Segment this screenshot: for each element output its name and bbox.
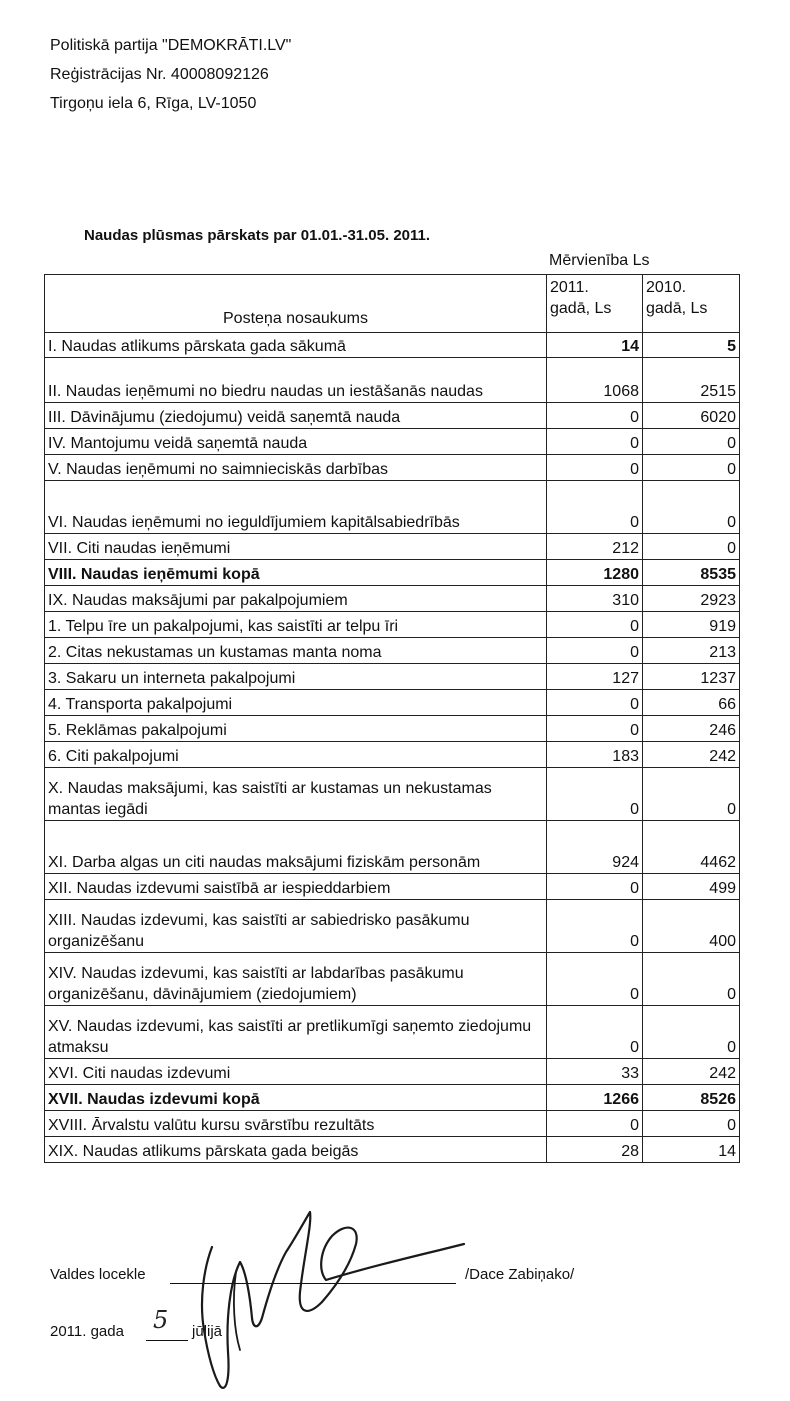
table-row (45, 403, 740, 429)
table-row (45, 481, 740, 534)
party-header (50, 31, 291, 118)
value-2010: 0 (643, 455, 740, 481)
value-2011: 183 (547, 742, 643, 768)
row-label: XII. Naudas izdevumi saistībā ar iespieddarbiem (45, 874, 547, 900)
column-header-2011 (547, 275, 643, 333)
row-label: XIII. Naudas izdevumi, kas saistīti ar sabiedrisko pasākumu organizēšanu (45, 900, 547, 953)
value-2011: 0 (547, 874, 643, 900)
value-2011: 0 (547, 481, 643, 534)
value-2010: 499 (643, 874, 740, 900)
column-header-item: Posteņa nosaukums (45, 275, 547, 333)
value-2011: 127 (547, 664, 643, 690)
row-label: XVI. Citi naudas izdevumi (45, 1059, 547, 1085)
row-label: VII. Citi naudas ieņēmumi (45, 534, 547, 560)
value-2010: 0 (643, 1111, 740, 1137)
value-2011: 0 (547, 768, 643, 821)
value-2010: 14 (643, 1137, 740, 1163)
signatory-name: /Dace Zabiņako/ (465, 1266, 575, 1283)
table-row (45, 742, 740, 768)
table-row (45, 612, 740, 638)
value-2011: 0 (547, 403, 643, 429)
value-2011: 33 (547, 1059, 643, 1085)
registration-number: Reģistrācijas Nr. 40008092126 (50, 66, 269, 83)
signature-line (170, 1283, 456, 1284)
signatory-label: Valdes locekle (50, 1266, 146, 1283)
value-2010: 0 (643, 768, 740, 821)
value-2010: 0 (643, 953, 740, 1006)
value-2010: 400 (643, 900, 740, 953)
row-label: 6. Citi pakalpojumi (45, 742, 547, 768)
value-2010: 4462 (643, 821, 740, 874)
column-header-2010-line2: gadā, Ls (646, 300, 708, 317)
row-label: I. Naudas atlikums pārskata gada sākumā (45, 333, 547, 358)
unit-label: Mērvienība Ls (549, 252, 650, 269)
row-label: XIV. Naudas izdevumi, kas saistīti ar labdarības pasākumu organizēšanu, dāvinājumiem (ziedojumiem) (45, 953, 547, 1006)
value-2010: 246 (643, 716, 740, 742)
table-row (45, 821, 740, 874)
row-label: VI. Naudas ieņēmumi no ieguldījumiem kapitālsabiedrībās (45, 481, 547, 534)
value-2010: 0 (643, 534, 740, 560)
date-day-line (146, 1340, 188, 1341)
value-2010: 2923 (643, 586, 740, 612)
row-label: 2. Citas nekustamas un kustamas manta noma (45, 638, 547, 664)
table-row (45, 534, 740, 560)
date-day-handwritten: 5 (153, 1306, 169, 1334)
table-row (45, 1137, 740, 1163)
value-2011: 1266 (547, 1085, 643, 1111)
table-row (45, 560, 740, 586)
row-label: X. Naudas maksājumi, kas saistīti ar kustamas un nekustamas mantas iegādi (45, 768, 547, 821)
table-row (45, 455, 740, 481)
column-header-2011-line1: 2011. (550, 279, 589, 296)
row-label: 5. Reklāmas pakalpojumi (45, 716, 547, 742)
value-2011: 28 (547, 1137, 643, 1163)
row-label: 4. Transporta pakalpojumi (45, 690, 547, 716)
signature-stroke (202, 1212, 464, 1388)
table-row (45, 874, 740, 900)
table-row (45, 1006, 740, 1059)
table-row (45, 953, 740, 1006)
value-2010: 66 (643, 690, 740, 716)
row-label: XI. Darba algas un citi naudas maksājumi fiziskām personām (45, 821, 547, 874)
table-row (45, 1059, 740, 1085)
value-2011: 0 (547, 900, 643, 953)
cash-flow-table (44, 274, 740, 1163)
value-2010: 5 (643, 333, 740, 358)
party-address: Tirgoņu iela 6, Rīga, LV-1050 (50, 95, 257, 112)
value-2011: 0 (547, 455, 643, 481)
value-2010: 1237 (643, 664, 740, 690)
value-2011: 1068 (547, 358, 643, 403)
value-2010: 242 (643, 742, 740, 768)
row-label: XVIII. Ārvalstu valūtu kursu svārstību rezultāts (45, 1111, 547, 1137)
value-2010: 6020 (643, 403, 740, 429)
value-2011: 0 (547, 953, 643, 1006)
table-row (45, 690, 740, 716)
value-2011: 0 (547, 612, 643, 638)
table-row (45, 358, 740, 403)
value-2010: 919 (643, 612, 740, 638)
value-2011: 212 (547, 534, 643, 560)
value-2010: 2515 (643, 358, 740, 403)
value-2010: 0 (643, 481, 740, 534)
table-row (45, 586, 740, 612)
table-row (45, 333, 740, 358)
table-row (45, 900, 740, 953)
row-label: XV. Naudas izdevumi, kas saistīti ar pretlikumīgi saņemto ziedojumu atmaksu (45, 1006, 547, 1059)
party-name: Politiskā partija "DEMOKRĀTI.LV" (50, 37, 292, 54)
table-row (45, 1085, 740, 1111)
value-2010: 242 (643, 1059, 740, 1085)
value-2011: 924 (547, 821, 643, 874)
value-2011: 0 (547, 1111, 643, 1137)
column-header-2010 (643, 275, 740, 333)
table-row (45, 664, 740, 690)
row-label: 1. Telpu īre un pakalpojumi, kas saistīti ar telpu īri (45, 612, 547, 638)
value-2011: 0 (547, 716, 643, 742)
value-2011: 14 (547, 333, 643, 358)
value-2011: 310 (547, 586, 643, 612)
table-header-row (45, 275, 740, 333)
report-title: Naudas plūsmas pārskats par 01.01.-31.05. 2011. (84, 227, 431, 244)
column-header-2011-line2: gadā, Ls (550, 300, 612, 317)
table-row (45, 768, 740, 821)
column-header-2010-line1: 2010. (646, 279, 687, 296)
value-2010: 8526 (643, 1085, 740, 1111)
value-2010: 8535 (643, 560, 740, 586)
row-label: III. Dāvinājumu (ziedojumu) veidā saņemtā nauda (45, 403, 547, 429)
row-label: 3. Sakaru un interneta pakalpojumi (45, 664, 547, 690)
value-2010: 0 (643, 1006, 740, 1059)
value-2010: 213 (643, 638, 740, 664)
row-label: II. Naudas ieņēmumi no biedru naudas un iestāšanās naudas (45, 358, 547, 403)
value-2011: 0 (547, 429, 643, 455)
value-2011: 1280 (547, 560, 643, 586)
date-prefix: 2011. gada (50, 1323, 124, 1340)
value-2011: 0 (547, 638, 643, 664)
table-row (45, 1111, 740, 1137)
table-row (45, 716, 740, 742)
row-label: XIX. Naudas atlikums pārskata gada beigās (45, 1137, 547, 1163)
value-2011: 0 (547, 690, 643, 716)
value-2011: 0 (547, 1006, 643, 1059)
value-2010: 0 (643, 429, 740, 455)
date-month: jūlijā (192, 1323, 223, 1340)
row-label: VIII. Naudas ieņēmumi kopā (45, 560, 547, 586)
row-label: XVII. Naudas izdevumi kopā (45, 1085, 547, 1111)
row-label: IV. Mantojumu veidā saņemtā nauda (45, 429, 547, 455)
table-row (45, 429, 740, 455)
row-label: V. Naudas ieņēmumi no saimnieciskās darbības (45, 455, 547, 481)
table-row (45, 638, 740, 664)
row-label: IX. Naudas maksājumi par pakalpojumiem (45, 586, 547, 612)
